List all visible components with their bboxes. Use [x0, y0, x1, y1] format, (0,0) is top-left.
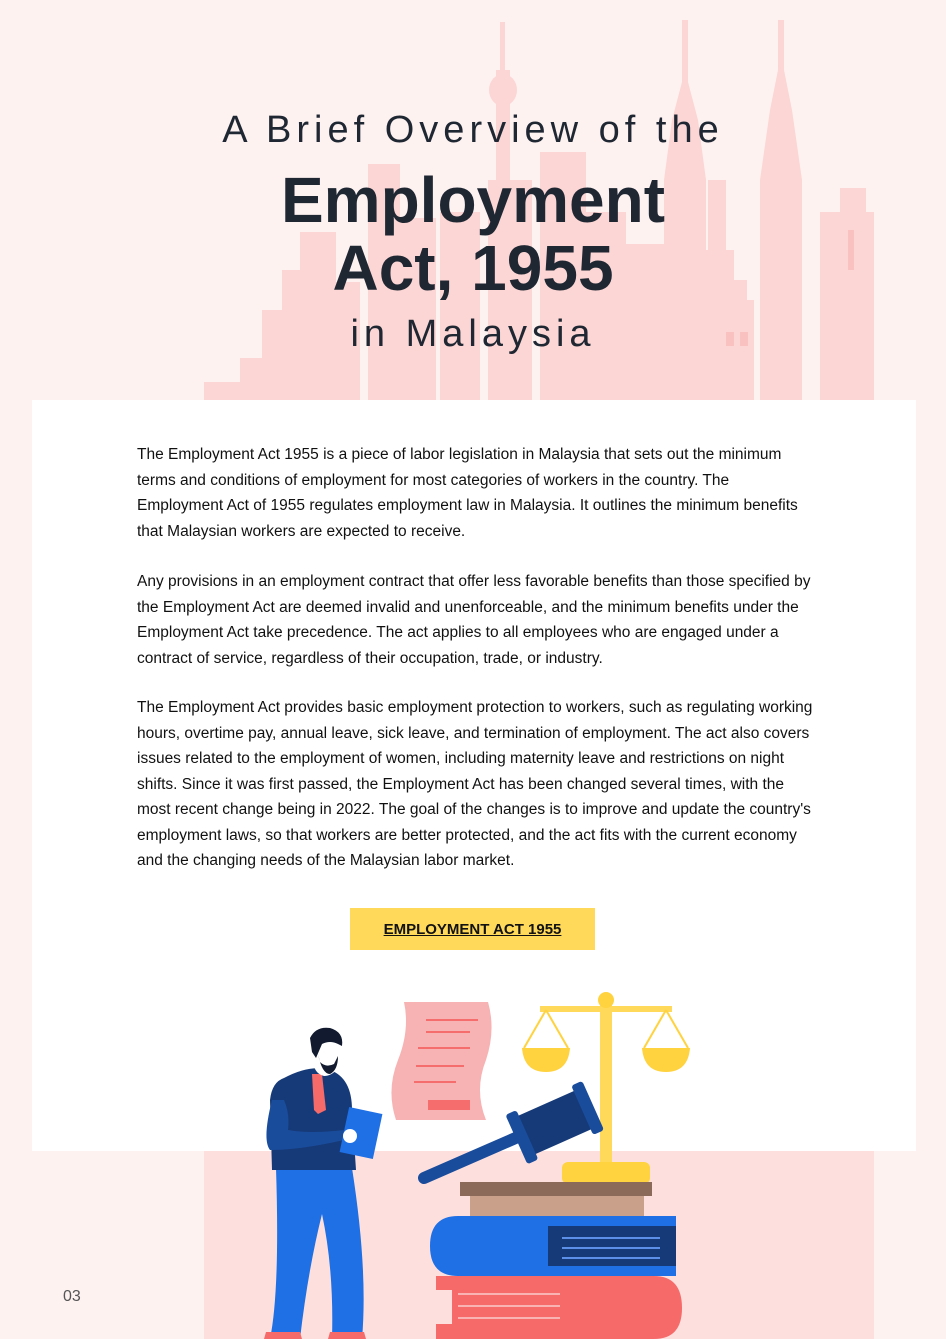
- page-title: [0, 100, 946, 364]
- document-icon: [391, 1002, 491, 1120]
- lawyer-illustration: [264, 1028, 382, 1339]
- paragraph-2: Any provisions in an employment contract that offer less favorable benefits than those specified by the Employment Act are deemed invalid and unenforceable, and the minimum benefits under the Employment Act take precedence. The act applies to all employees who are engaged under a contract of service, regardless of their occupation, trade, or industry.: [137, 573, 811, 667]
- law-books-icon: [430, 1182, 682, 1339]
- page-number: 03: [63, 1288, 81, 1305]
- title-intro: A Brief Overview of the: [222, 109, 724, 151]
- paragraph-1: The Employment Act 1955 is a piece of labor legislation in Malaysia that sets out the minimum terms and conditions of employment for most categories of workers in the country. The Employment Act of 1955 regulates employment law in Malaysia. It outlines the minimum benefits that Malaysian workers are expected to receive.: [137, 446, 798, 540]
- title-main-1: Employment: [280, 164, 666, 236]
- title-outro: in Malaysia: [350, 313, 596, 355]
- title-main-2: Act, 1955: [332, 232, 614, 304]
- paragraph-3: The Employment Act provides basic employment protection to workers, such as regulating working hours, overtime pay, annual leave, sick leave, and termination of employment. The act also covers issues related to the employment of women, including maternity leave and restrictions on night shifts. Since it was first passed, the Employment Act has been changed several times, with the most recent change being in 2022. The goal of the changes is to improve and update the country's employment laws, so that workers are better protected, and the act fits with the current economy and the changing needs of the Malaysian labor market.: [137, 699, 813, 869]
- employment-act-link-button[interactable]: EMPLOYMENT ACT 1955: [350, 908, 595, 950]
- legal-illustration: [0, 990, 946, 1339]
- scales-of-justice-icon: [522, 992, 690, 1184]
